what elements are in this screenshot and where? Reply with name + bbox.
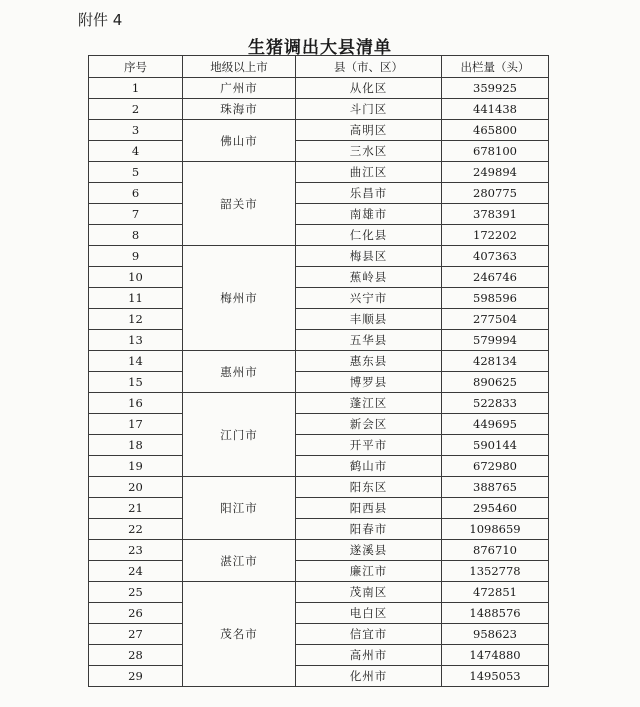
cell-city: 广州市 [183, 78, 296, 99]
cell-county: 蓬江区 [296, 393, 442, 414]
cell-output: 465800 [442, 120, 549, 141]
header-county: 县（市、区） [296, 56, 442, 78]
cell-county: 五华县 [296, 330, 442, 351]
table-row [89, 519, 549, 540]
cell-county: 从化区 [296, 78, 442, 99]
cell-city: 韶关市 [183, 162, 296, 246]
document-title: 生猪调出大县清单 [248, 38, 392, 58]
cell-output: 249894 [442, 162, 549, 183]
cell-output: 472851 [442, 582, 549, 603]
cell-seq: 8 [89, 225, 183, 246]
cell-seq: 23 [89, 540, 183, 561]
cell-seq: 4 [89, 141, 183, 162]
cell-output: 277504 [442, 309, 549, 330]
cell-city: 茂名市 [183, 582, 296, 687]
table-row [89, 78, 549, 99]
cell-seq: 18 [89, 435, 183, 456]
cell-seq: 16 [89, 393, 183, 414]
cell-seq: 9 [89, 246, 183, 267]
table-row [89, 288, 549, 309]
cell-seq: 2 [89, 99, 183, 120]
cell-seq: 15 [89, 372, 183, 393]
table-row [89, 351, 549, 372]
table-row [89, 498, 549, 519]
cell-output: 449695 [442, 414, 549, 435]
cell-output: 1474880 [442, 645, 549, 666]
cell-seq: 6 [89, 183, 183, 204]
table-row [89, 456, 549, 477]
cell-city: 阳江市 [183, 477, 296, 540]
cell-output: 522833 [442, 393, 549, 414]
table-row [89, 372, 549, 393]
cell-output: 890625 [442, 372, 549, 393]
header-output: 出栏量（头） [442, 56, 549, 78]
cell-county: 丰顺县 [296, 309, 442, 330]
cell-county: 蕉岭县 [296, 267, 442, 288]
cell-county: 高明区 [296, 120, 442, 141]
cell-seq: 10 [89, 267, 183, 288]
table-row [89, 141, 549, 162]
cell-seq: 14 [89, 351, 183, 372]
cell-county: 遂溪县 [296, 540, 442, 561]
cell-seq: 11 [89, 288, 183, 309]
cell-county: 电白区 [296, 603, 442, 624]
cell-county: 新会区 [296, 414, 442, 435]
cell-county: 信宜市 [296, 624, 442, 645]
table-row [89, 162, 549, 183]
attachment-label: 附件 4 [78, 11, 123, 29]
cell-seq: 7 [89, 204, 183, 225]
cell-output: 388765 [442, 477, 549, 498]
cell-county: 博罗县 [296, 372, 442, 393]
cell-output: 678100 [442, 141, 549, 162]
cell-seq: 12 [89, 309, 183, 330]
cell-output: 1352778 [442, 561, 549, 582]
cell-city: 珠海市 [183, 99, 296, 120]
table-row [89, 582, 549, 603]
table-row [89, 204, 549, 225]
table-row [89, 603, 549, 624]
cell-county: 惠东县 [296, 351, 442, 372]
cell-output: 1488576 [442, 603, 549, 624]
cell-seq: 24 [89, 561, 183, 582]
cell-output: 295460 [442, 498, 549, 519]
table-body [89, 78, 549, 687]
cell-output: 407363 [442, 246, 549, 267]
cell-county: 曲江区 [296, 162, 442, 183]
cell-seq: 17 [89, 414, 183, 435]
cell-seq: 1 [89, 78, 183, 99]
cell-output: 428134 [442, 351, 549, 372]
table-header-row [89, 56, 549, 78]
cell-output: 590144 [442, 435, 549, 456]
table-row [89, 393, 549, 414]
cell-county: 南雄市 [296, 204, 442, 225]
table-row [89, 120, 549, 141]
cell-city: 佛山市 [183, 120, 296, 162]
table-row [89, 645, 549, 666]
cell-seq: 5 [89, 162, 183, 183]
cell-city: 江门市 [183, 393, 296, 477]
cell-city: 湛江市 [183, 540, 296, 582]
table-row [89, 561, 549, 582]
cell-seq: 22 [89, 519, 183, 540]
cell-county: 阳西县 [296, 498, 442, 519]
table-row [89, 624, 549, 645]
cell-seq: 19 [89, 456, 183, 477]
cell-county: 廉江市 [296, 561, 442, 582]
cell-county: 阳春市 [296, 519, 442, 540]
cell-seq: 25 [89, 582, 183, 603]
cell-seq: 28 [89, 645, 183, 666]
cell-seq: 27 [89, 624, 183, 645]
cell-county: 茂南区 [296, 582, 442, 603]
table-row [89, 414, 549, 435]
cell-county: 开平市 [296, 435, 442, 456]
cell-output: 1098659 [442, 519, 549, 540]
cell-output: 378391 [442, 204, 549, 225]
table-row [89, 435, 549, 456]
cell-county: 兴宁市 [296, 288, 442, 309]
table-row [89, 666, 549, 687]
table-row [89, 183, 549, 204]
table-row [89, 99, 549, 120]
cell-seq: 21 [89, 498, 183, 519]
table-row [89, 540, 549, 561]
cell-seq: 13 [89, 330, 183, 351]
table-row [89, 225, 549, 246]
cell-output: 876710 [442, 540, 549, 561]
county-list-table [88, 55, 549, 687]
cell-output: 958623 [442, 624, 549, 645]
table-row [89, 330, 549, 351]
cell-output: 672980 [442, 456, 549, 477]
header-seq: 序号 [89, 56, 183, 78]
cell-county: 高州市 [296, 645, 442, 666]
cell-output: 1495053 [442, 666, 549, 687]
cell-output: 280775 [442, 183, 549, 204]
cell-city: 梅州市 [183, 246, 296, 351]
table-row [89, 309, 549, 330]
cell-seq: 29 [89, 666, 183, 687]
cell-output: 579994 [442, 330, 549, 351]
cell-county: 化州市 [296, 666, 442, 687]
cell-county: 仁化县 [296, 225, 442, 246]
cell-county: 三水区 [296, 141, 442, 162]
cell-seq: 20 [89, 477, 183, 498]
cell-county: 鹤山市 [296, 456, 442, 477]
cell-county: 斗门区 [296, 99, 442, 120]
cell-county: 乐昌市 [296, 183, 442, 204]
table-row [89, 246, 549, 267]
cell-seq: 26 [89, 603, 183, 624]
cell-county: 阳东区 [296, 477, 442, 498]
cell-output: 598596 [442, 288, 549, 309]
cell-output: 441438 [442, 99, 549, 120]
cell-city: 惠州市 [183, 351, 296, 393]
table-row [89, 477, 549, 498]
cell-county: 梅县区 [296, 246, 442, 267]
cell-output: 172202 [442, 225, 549, 246]
table-row [89, 267, 549, 288]
header-city: 地级以上市 [183, 56, 296, 78]
cell-seq: 3 [89, 120, 183, 141]
cell-output: 359925 [442, 78, 549, 99]
cell-output: 246746 [442, 267, 549, 288]
